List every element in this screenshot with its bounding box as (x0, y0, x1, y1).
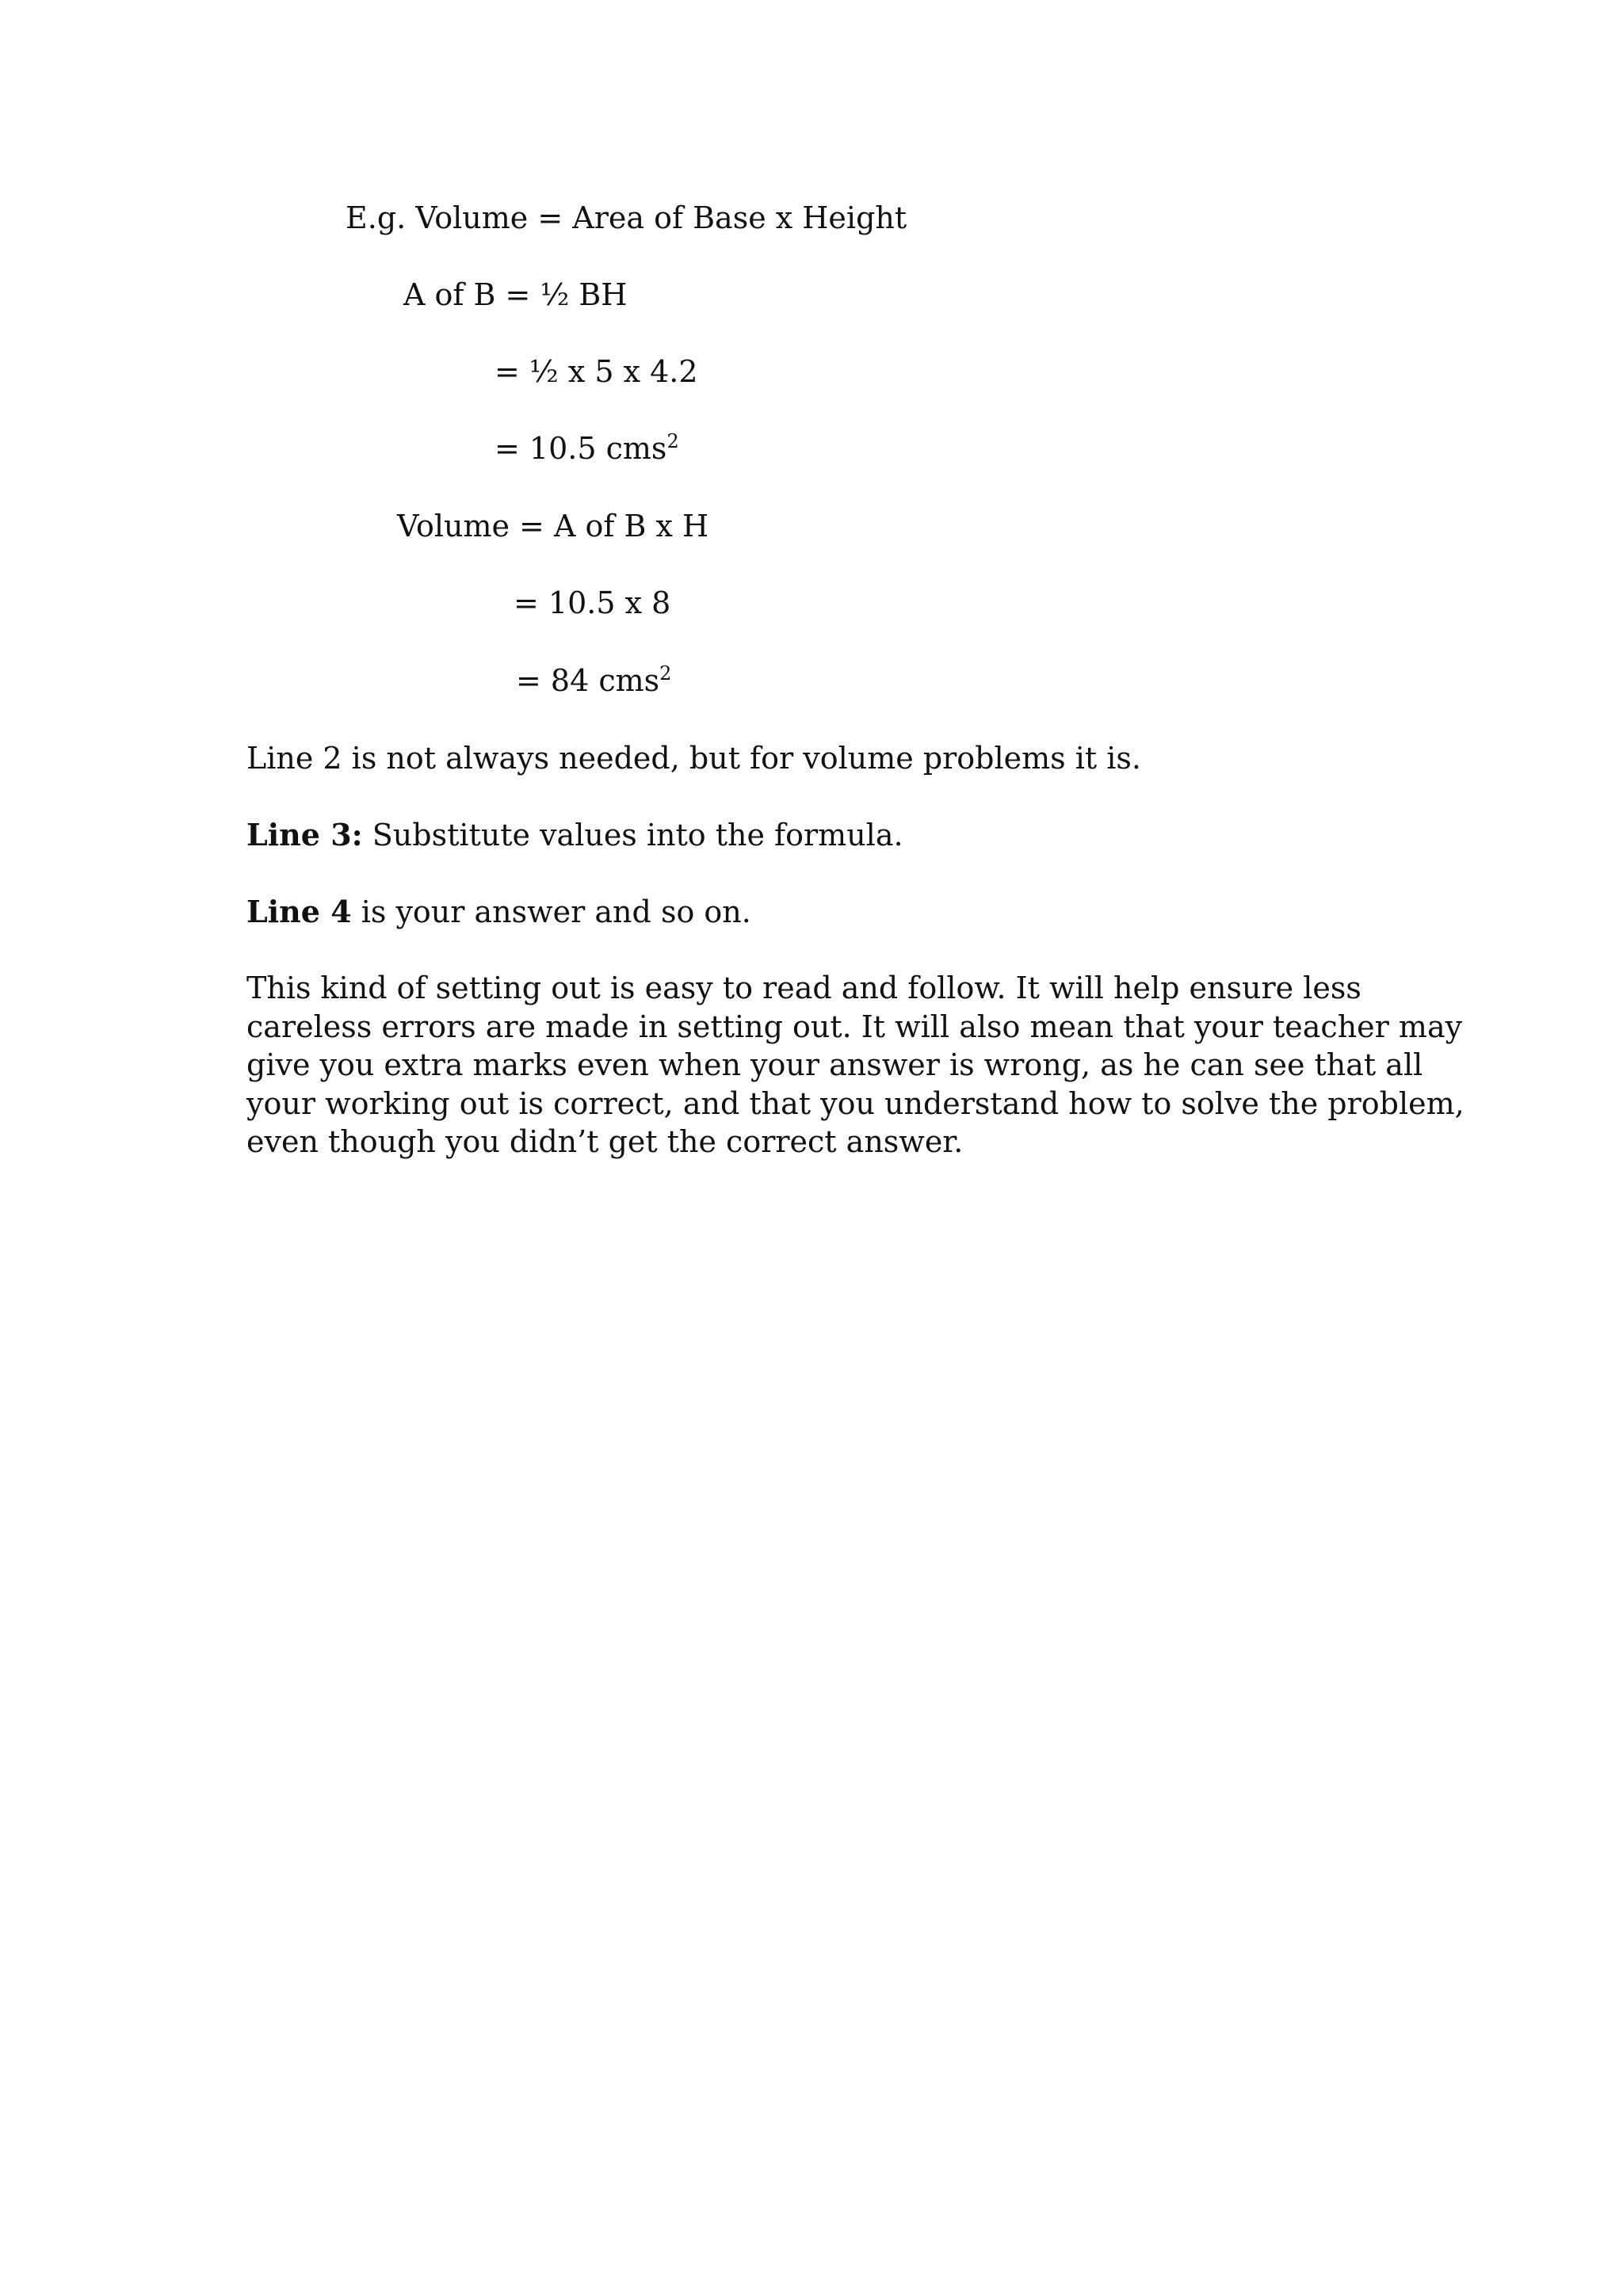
note-line-4-text: is your answer and so on. (351, 894, 751, 929)
paragraph-line: This kind of setting out is easy to read and follow. It will help ensure less (246, 971, 1361, 1005)
paragraph-line: even though you didn’t get the correct answer. (246, 1124, 964, 1159)
note-line-2: Line 2 is not always needed, but for volume problems it is. (246, 741, 1141, 776)
example-line-7-text: = 84 cms (516, 663, 660, 698)
note-line-3-text: Substitute values into the formula. (362, 818, 903, 852)
example-line-1: E.g. Volume = Area of Base x Height (346, 200, 907, 235)
example-line-2: A of B = ½ BH (403, 277, 628, 312)
example-line-6: = 10.5 x 8 (514, 585, 671, 620)
example-line-5: Volume = A of B x H (397, 509, 709, 543)
paragraph-line: your working out is correct, and that you understand how to solve the problem, (246, 1085, 1465, 1121)
note-line-3 (246, 816, 1403, 854)
squared-superscript: 2 (659, 662, 672, 685)
note-line-4-label: Line 4 (246, 894, 352, 929)
note-line-4 (246, 893, 1403, 931)
example-line-7 (516, 662, 671, 700)
paragraph-line: careless errors are made in setting out. It will also mean that your teacher may (246, 1009, 1463, 1044)
example-line-4 (495, 429, 679, 467)
example-line-3: = ½ x 5 x 4.2 (495, 354, 698, 389)
example-line-4-text: = 10.5 cms (495, 431, 667, 466)
note-line-3-label: Line 3: (246, 817, 363, 852)
explanation-paragraph (246, 969, 1465, 1161)
paragraph-line: give you extra marks even when your answer is wrong, as he can see that all (246, 1047, 1423, 1082)
squared-superscript: 2 (666, 430, 679, 452)
